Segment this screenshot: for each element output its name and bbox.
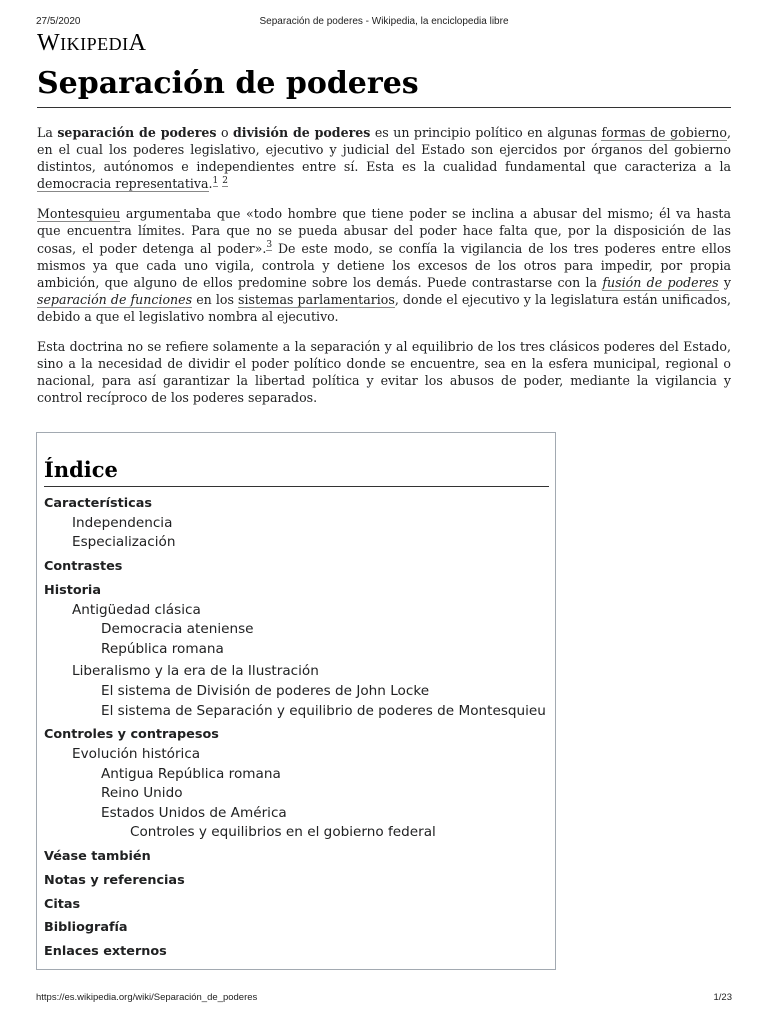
print-date: 27/5/2020: [36, 16, 81, 27]
link-democracia-representativa[interactable]: democracia representativa: [37, 176, 209, 192]
toc-item[interactable]: El sistema de Separación y equilibrio de poderes de Montesquieu: [101, 702, 546, 719]
toc-item[interactable]: Notas y referencias: [44, 872, 185, 888]
toc-item[interactable]: Antigua República romana: [101, 765, 281, 782]
toc-item[interactable]: Controles y equilibrios en el gobierno federal: [130, 824, 436, 841]
toc-item[interactable]: Reino Unido: [101, 785, 183, 802]
link-montesquieu[interactable]: Montesquieu: [37, 206, 121, 222]
toc-item[interactable]: Controles y contrapesos: [44, 727, 219, 743]
page-title: Separación de poderes: [37, 62, 731, 108]
link-separacion-de-funciones[interactable]: separación de funciones: [37, 291, 193, 307]
print-url: https://es.wikipedia.org/wiki/Separación_de_poderes: [36, 992, 258, 1003]
toc-list: [44, 494, 549, 962]
toc-item[interactable]: Independencia: [72, 514, 173, 531]
paragraph-montesquieu: Montesquieu argumentaba que «todo hombre que tiene poder se inclina a abusar del mismo; él va hasta que encuentra límites. Para que no se pueda abusar del poder hace falta que, por la disposición de las cosas, el poder detenga al poder».$^3$ De este modo, se confía la vigilancia de los tres poderes entre ellos mismos ya que cada uno vigila, controla y detiene los excesos de los otros para impedir, por propia ambición, que alguno de ellos predomine sobre los demás. Puede contrastarse con la fusión de poderes y separación de funciones en los sistemas parlamentarios, donde el ejecutivo y la legislatura están unificados, debido a que el legislativo nombra al ejecutivo.: [37, 206, 731, 324]
toc-item[interactable]: Citas: [44, 896, 81, 912]
print-footer: [36, 992, 732, 1004]
toc-item[interactable]: Democracia ateniense: [101, 621, 254, 638]
toc-item[interactable]: Estados Unidos de América: [101, 804, 287, 821]
link-sistemas-parlamentarios[interactable]: sistemas parlamentarios: [238, 291, 395, 307]
bold-term: división de poderes: [232, 125, 371, 140]
print-header: [36, 16, 732, 30]
table-of-contents: [36, 432, 556, 970]
toc-item[interactable]: Antigüedad clásica: [72, 601, 201, 618]
toc-item[interactable]: Características: [44, 496, 153, 511]
toc-title: Índice: [44, 457, 549, 487]
paragraph-intro: La separación de poderes o división de poderes es un principio político en algunas formas de gobierno, en el cual los poderes legislativo, ejecutivo y judicial del Estado son ejercidos por órganos del gobierno distintos, autónomos e independientes entre sí. Esta es la cualidad fundamental que caracteriza a la democracia representativa.$^1$ $^2$: [37, 125, 731, 192]
toc-item[interactable]: Historia: [44, 582, 101, 598]
article-body: [37, 124, 731, 419]
toc-item[interactable]: Enlaces externos: [44, 944, 167, 960]
print-page-number: 1/23: [713, 992, 732, 1003]
link-formas-de-gobierno[interactable]: formas de gobierno: [601, 125, 727, 140]
ref-3[interactable]: 3: [266, 240, 273, 251]
bold-term: separación de poderes: [57, 125, 217, 140]
wikipedia-wordmark[interactable]: WIKIPEDIA: [37, 30, 147, 56]
toc-item[interactable]: República romana: [101, 640, 224, 657]
toc-item[interactable]: El sistema de División de poderes de John Locke: [101, 682, 430, 699]
toc-item[interactable]: Contrastes: [44, 558, 123, 574]
toc-item[interactable]: Liberalismo y la era de la Ilustración: [72, 663, 319, 680]
toc-item[interactable]: Especialización: [72, 534, 176, 551]
ref-2[interactable]: 2: [222, 176, 229, 187]
toc-item[interactable]: Bibliografía: [44, 920, 128, 936]
toc-item[interactable]: Evolución histórica: [72, 745, 201, 762]
print-page-title: Separación de poderes - Wikipedia, la enciclopedia libre: [259, 16, 509, 27]
ref-1[interactable]: 1: [212, 176, 219, 187]
paragraph-doctrina: Esta doctrina no se refiere solamente a la separación y al equilibrio de los tres clásicos poderes del Estado, sino a la necesidad de dividir el poder político donde se encuentre, sea en la esfera municipal, regional o nacional, para así garantizar la libertad política y evitar los abusos de poder, mediante la vigilancia y control recíproco de los poderes separados.: [37, 339, 731, 406]
link-fusion-de-poderes[interactable]: fusión de poderes: [602, 274, 719, 290]
toc-item[interactable]: Véase también: [44, 848, 151, 864]
